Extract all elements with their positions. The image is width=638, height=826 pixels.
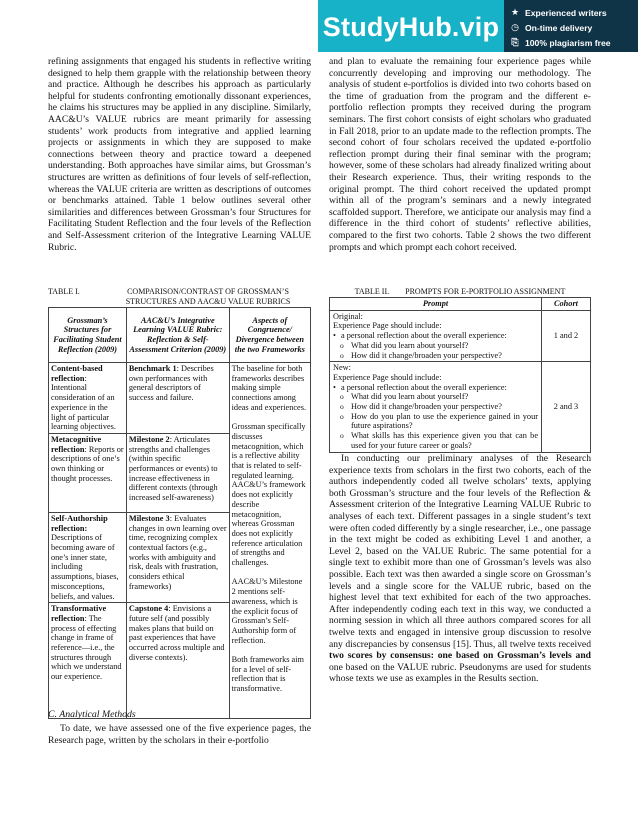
body-paragraph: [329, 453, 591, 685]
table-cell: [49, 603, 127, 719]
cell-text: : Articulates strengths and challenges (within specific performances or events) to increase effectiveness in different contexts (through increased self-awareness): [128, 434, 218, 503]
cell-title: Metacognitive reflection: [51, 434, 102, 454]
prompt-subitem: o What did you learn about yourself?: [333, 392, 538, 402]
prompt-subitem: o What did you learn about yourself?: [333, 341, 538, 351]
feature-delivery: [510, 20, 632, 35]
paragraph-text: one based on the VALUE rubric. Pseudonyms are used for students whose texts we use as examples in the Results section.: [329, 661, 591, 685]
feature-label: Experienced writers: [525, 7, 607, 18]
table1-title: COMPARISON/CONTRAST OF GROSSMAN’S STRUCTURES AND AAC&U VALUE RUBRICS: [125, 287, 291, 306]
prompt-cell: [330, 310, 542, 362]
cell-text: : The process of effecting change in frame of reference—i.e., the structures through which we understand our experience.: [51, 613, 122, 682]
cell-text: : Evaluates changes in own learning over time, recognizing complex contextual factors (e.g., works with ambiguity and risk, deals with frustration, considers ethical frameworks): [128, 513, 227, 591]
aspect-text: Grossman specifically discusses metacognition, which is a reflective ability that is related to self-regulated learning. AAC&U’s framework does not explicitly describe metacognition, whereas Grossman does not explicitly reference articulation of strengths and challenges.: [231, 422, 306, 568]
cell-text: : Envisions a future self (and possibly makes plans that build on past experiences that have occurred across multiple and diverse contexts).: [128, 604, 225, 662]
prompt-subitem: o How did it change/broaden your perspective?: [333, 402, 538, 412]
body-paragraph: and plan to evaluate the remaining four experience pages while concurrently developing and improving our methodology. The analysis of student e-portfolios is divided into two cohorts based on the time of graduation from the program and the different e-portfolio reflection prompts they received during the program seminars. The first cohort consists of eight scholars who graduated in Fall 2018, prior to an update made to the reflection prompts. The second cohort of four scholars received the updated e-portfolio reflection prompt during their final seminar with the program; however, some of these scholars had already finalized writing about their Research experience. Thus, their writing responds to the original prompt. The third cohort received the updated prompt within all of the program’s seminars and a newly integrated scaffolded support. Therefore, we anticipate our analysis may find a difference in the third cohort of students’ reflective abilities, compared to the first two cohorts. Table 2 shows the two different prompts and which prompt each cohort received.: [329, 56, 591, 253]
table-header-row: [49, 308, 311, 363]
prompt-title: Original:: [333, 311, 363, 321]
table-cell: [126, 433, 229, 512]
cell-text: : Describes own performances with general descriptors of success and failure.: [128, 364, 214, 403]
feature-label: 100% plagiarism free: [525, 37, 611, 48]
table-cell: [126, 603, 229, 719]
prompt-bullet: • a personal reflection about the overall experience:: [333, 331, 538, 341]
right-column-paragraph-2: [329, 453, 591, 685]
prompt-subitem: o How do you plan to use the experience gained in your future aspirations?: [333, 412, 538, 431]
table-row: [330, 310, 591, 362]
table-header: Aspects of Congruence/ Divergence between the two Frameworks: [229, 308, 310, 363]
prompt-intro: Experience Page should include:: [333, 372, 442, 382]
prompt-title: New:: [333, 363, 351, 373]
clock-icon: ◷: [511, 22, 519, 32]
table-row: [330, 362, 591, 452]
table-row: [49, 363, 311, 434]
prompt-intro: Experience Page should include:: [333, 321, 442, 331]
cohort-cell: 2 and 3: [542, 362, 591, 452]
aspect-text: AAC&U’s Milestone 2 mentions self-awareness, which is the explicit focus of Grossman’s Self-Authorship form of reflection.: [231, 577, 303, 645]
cell-text: Descriptions of becoming aware of one’s inner state, including assumptions, biases, misconceptions, beliefs, and values.: [51, 533, 119, 601]
cell-title: Transformative reflection: [51, 604, 107, 623]
table1-label: TABLE I.: [48, 287, 80, 296]
table-header: AAC&U’s Integrative Learning VALUE Rubric: Reflection & Self-Assessment Criterion (2009): [126, 308, 229, 363]
banner-features: [504, 0, 638, 52]
cell-title: Content-based reflection: [51, 364, 103, 383]
left-column-paragraph-2: [48, 723, 311, 746]
feature-label: On-time delivery: [525, 22, 593, 33]
aspect-text: The baseline for both frameworks describes making simple connections among ideas and experiences.: [231, 364, 307, 412]
body-paragraph: refining assignments that engaged his students in reflective writing designed to help them grapple with the relationship between theory and practice. Although he describes his approach as particularly helpful for students confronting emotionally dissonant experiences, he claims his structures may be applied in any discipline. Similarly, AAC&U’s VALUE rubrics are meant primarily for assessing students’ work products from integrative and applied learning projects or assignments in which they are supposed to make connections between theory and practice toward a deepened understanding. Both approaches have similar aims, but Grossman’s structures are written as definitions of four levels of self-reflection, whereas the VALUE criteria are written as descriptions of outcomes or benchmarks attained. Table 1 below outlines several other similarities and differences between Grossman’s four Structures for Facilitating Student Reflection and the four levels of the Reflection and Self-Assessment criterion of the Integrative Learning VALUE Rubric.: [48, 56, 311, 253]
feature-plagiarism: [510, 35, 632, 50]
star-icon: ★: [510, 7, 520, 17]
prompt-subitem: o How did it change/broaden your perspective?: [333, 351, 538, 361]
table1: [48, 307, 311, 719]
prompt-subitem: o What skills has this experience given you that can be used for your future career or goals?: [333, 431, 538, 450]
right-column-paragraph: [329, 56, 591, 253]
cell-title: Capstone 4: [128, 604, 169, 614]
studyhub-banner[interactable]: [318, 0, 638, 52]
studyhub-logo[interactable]: StudyHub.vip: [322, 11, 500, 42]
table-header: Prompt: [330, 298, 542, 311]
cell-text: : Reports or descriptions of one’s own thinking or thought processes.: [51, 444, 124, 483]
table2-caption: [329, 287, 591, 297]
cohort-cell: 1 and 2: [542, 310, 591, 362]
document-check-icon: ⎘: [511, 37, 519, 47]
left-column-paragraph: [48, 56, 311, 253]
table2-title: PROMPTS FOR E-PORTFOLIO ASSIGNMENT: [405, 287, 566, 296]
table-cell: [126, 363, 229, 434]
body-paragraph: To date, we have assessed one of the five experience pages, the Research page, written by the scholars in their e-portfolio: [48, 723, 311, 746]
aspect-text: Both frameworks aim for a level of self-reflection that is transformative.: [231, 655, 304, 694]
feature-writers: [510, 5, 632, 20]
table-header: Grossman’s Structures for Facilitating Student Reflection (2009): [49, 308, 127, 363]
cell-title: Milestone 2: [128, 434, 170, 444]
aspects-cell: [229, 363, 310, 719]
cell-text: : Intentional consideration of an experience in the light of particular learning objectives.: [51, 373, 116, 432]
section-heading: C. Analytical Methods: [48, 709, 136, 720]
cell-title: Milestone 3: [128, 513, 170, 523]
prompt-cell: [330, 362, 542, 452]
table2: [329, 297, 591, 453]
paragraph-text: In conducting our preliminary analyses of the Research experience texts from scholars in the first two cohorts, each of the authors independently coded all twelve scholars’ texts, applying both Grossman’s structure and the four levels of the Reflection & Assessment criterion of the Integrative Learning VALUE Rubric to analyses of each text. Different passages in a single student’s text were often coded differently by a single researcher, i.e., one passage in the text might be coded as exhibiting Level 1 and another, a Level 2, based on the VALUE Rubric. The same potential for a single text to exhibit more than one of Grossman’s levels was also possible. Each text was then awarded a single score on Grossman’s levels and a single score for the VALUE rubric, based on the highest level that text exhibited for each of the two approaches. After independently coding each text in this way, we conducted a norming session in which all three authors compared scores for all twelve texts and engaged in intensive group discussion to resolve any discrepancies by consensus [15]. Thus, all twelve texts received: [329, 453, 591, 650]
table-cell: [49, 512, 127, 602]
table-header: Cohort: [542, 298, 591, 311]
paragraph-bold-text: two scores by consensus: one based on Grossman’s levels and: [329, 650, 591, 662]
table-cell: [126, 512, 229, 602]
cell-title: Benchmark 1: [128, 364, 177, 373]
table-header-row: [330, 298, 591, 311]
table1-caption: [48, 287, 311, 307]
table2-label: TABLE II.: [354, 287, 390, 296]
prompt-bullet: • a personal reflection about the overall experience:: [333, 383, 538, 393]
cell-title: Self-Authorship reflection:: [51, 513, 108, 533]
table-cell: [49, 433, 127, 512]
table-cell: [49, 363, 127, 434]
